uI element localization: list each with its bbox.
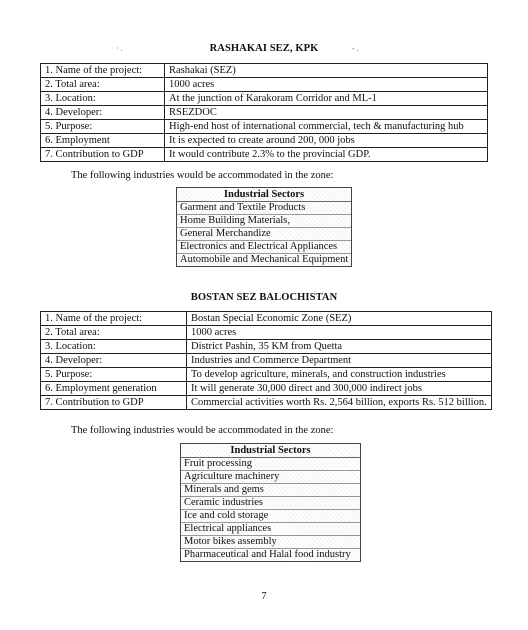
list-item: Automobile and Mechanical Equipment (180, 254, 349, 265)
row-label: 6. Employment (41, 134, 165, 148)
row-label: 5. Purpose: (41, 120, 165, 134)
row-value: To develop agriculture, minerals, and construction industries (187, 368, 492, 382)
row-value: RSEZDOC (165, 106, 488, 120)
table-row (41, 326, 492, 340)
row-label: 7. Contribution to GDP (41, 396, 187, 410)
list-item: Ceramic industries (181, 497, 360, 510)
row-value: Industries and Commerce Department (187, 354, 492, 368)
table-row (41, 368, 492, 382)
row-value: It is expected to create around 200, 000 jobs (165, 134, 488, 148)
table-row (41, 92, 488, 106)
list-item: General Merchandize (177, 228, 351, 241)
row-label: 1. Name of the project: (41, 312, 187, 326)
sectors-header: Industrial Sectors (177, 188, 351, 202)
table-row (41, 120, 488, 134)
table-row (41, 312, 492, 326)
bostan-sectors-box (180, 443, 361, 562)
table-row (41, 396, 492, 410)
table-row (41, 148, 488, 162)
table-row (41, 106, 488, 120)
list-item: Home Building Materials, (177, 215, 351, 228)
row-value: At the junction of Karakoram Corridor and ML-1 (165, 92, 488, 106)
row-value: It will generate 30,000 direct and 300,000 indirect jobs (187, 382, 492, 396)
bostan-info-table (40, 311, 492, 410)
page-number: 7 (261, 591, 267, 602)
row-value: It would contribute 2.3% to the provincial GDP. (165, 148, 488, 162)
row-label: 3. Location: (41, 340, 187, 354)
list-item: Electrical appliances (181, 523, 360, 536)
row-label: 4. Developer: (41, 106, 165, 120)
list-item: Minerals and gems (181, 484, 360, 497)
row-label: 3. Location: (41, 92, 165, 106)
list-item: Pharmaceutical and Halal food industry (184, 549, 351, 560)
table-row (41, 64, 488, 78)
row-value: Rashakai (SEZ) (165, 64, 488, 78)
row-label: 2. Total area: (41, 326, 187, 340)
row-value: 1000 acres (187, 326, 492, 340)
section-title-rashakai: RASHAKAI SEZ, KPK (209, 43, 319, 54)
table-row (41, 78, 488, 92)
row-label: 2. Total area: (41, 78, 165, 92)
row-label: 7. Contribution to GDP (41, 148, 165, 162)
sectors-header: Industrial Sectors (181, 444, 360, 458)
row-value: Commercial activities worth Rs. 2,564 billion, exports Rs. 512 billion. (187, 396, 492, 410)
row-value: High-end host of international commercial, tech & manufacturing hub (165, 120, 488, 134)
list-item: Garment and Textile Products (177, 202, 351, 215)
row-label: 1. Name of the project: (41, 64, 165, 78)
list-item: Agriculture machinery (181, 471, 360, 484)
rashakai-sectors-box (176, 187, 352, 267)
row-value: 1000 acres (165, 78, 488, 92)
row-label: 4. Developer: (41, 354, 187, 368)
table-row (41, 134, 488, 148)
rashakai-intro-text: The following industries would be accommodated in the zone: (71, 170, 334, 181)
table-row (41, 382, 492, 396)
row-value: District Pashin, 35 KM from Quetta (187, 340, 492, 354)
row-label: 5. Purpose: (41, 368, 187, 382)
table-row (41, 354, 492, 368)
list-item: Fruit processing (181, 458, 360, 471)
table-row (41, 340, 492, 354)
bostan-intro-text: The following industries would be accommodated in the zone: (71, 425, 334, 436)
section-title-bostan: BOSTAN SEZ BALOCHISTAN (190, 292, 338, 303)
scan-speck: - . (352, 44, 359, 53)
row-label: 6. Employment generation (41, 382, 187, 396)
list-item: Motor bikes assembly (181, 536, 360, 549)
row-value: Bostan Special Economic Zone (SEZ) (187, 312, 492, 326)
list-item: Electronics and Electrical Appliances (177, 241, 351, 254)
list-item: Ice and cold storage (181, 510, 360, 523)
scan-speck: · . (116, 44, 123, 53)
rashakai-info-table (40, 63, 488, 162)
